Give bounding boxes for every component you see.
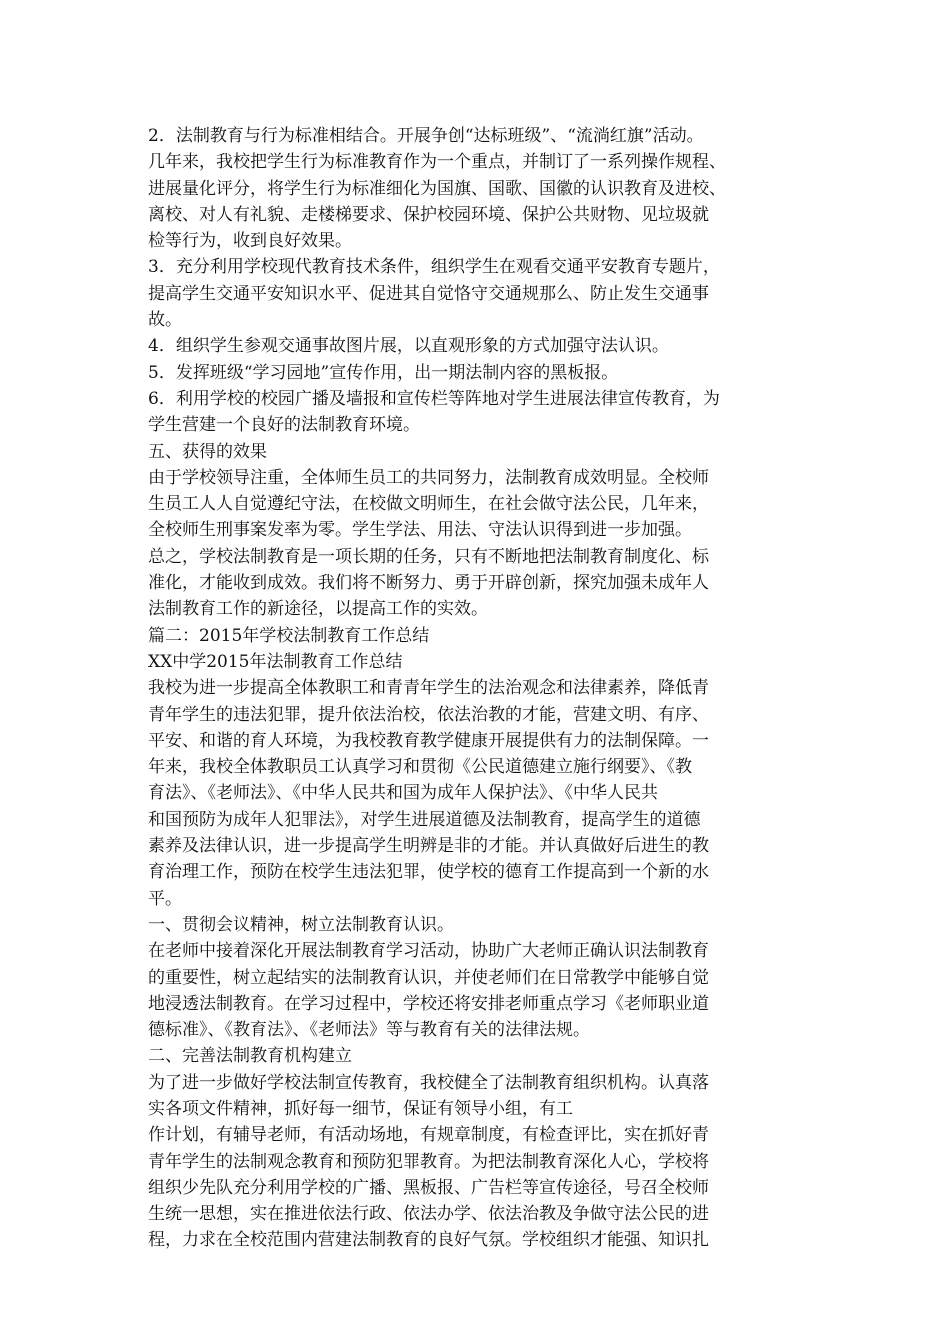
text-line: 学生营建一个良好的法制教育环境。 xyxy=(148,415,420,436)
text-line: 法制教育工作的新途径，以提高工作的实效。 xyxy=(148,599,488,620)
text-line: 篇二：2015年学校法制教育工作总结 xyxy=(148,625,430,646)
document-body xyxy=(148,123,808,1254)
text-line: 素养及法律认识，进一步提高学生明辨是非的才能。并认真做好后进生的教 xyxy=(148,836,709,857)
text-line: 由于学校领导注重，全体师生员工的共同努力，法制教育成效明显。全校师 xyxy=(148,467,709,488)
text-line: 总之，学校法制教育是一项长期的任务，只有不断地把法制教育制度化、标 xyxy=(148,546,709,567)
text-line: 生统一思想，实在推进依法行政、依法办学、依法治教及争做守法公民的进 xyxy=(148,1204,709,1225)
text-line: 程，力求在全校范围内营建法制教育的良好气氛。学校组织才能强、知识扎 xyxy=(148,1230,709,1251)
text-line: 为了进一步做好学校法制宣传教育，我校健全了法制教育组织机构。认真落 xyxy=(148,1072,709,1093)
text-line: 青年学生的违法犯罪，提升依法治校，依法治教的才能，营建文明、有序、 xyxy=(148,704,709,725)
text-line: 准化，才能收到成效。我们将不断努力、勇于开辟创新，探究加强未成年人 xyxy=(148,573,709,594)
text-line: 育法》、《老师法》、《中华人民共和国为成年人保护法》、《中华人民共 xyxy=(148,783,658,804)
text-line: 组织少先队充分利用学校的广播、黑板报、广告栏等宣传途径，号召全校师 xyxy=(148,1177,709,1198)
text-line: 2．法制教育与行为标准相结合。开展争创“达标班级”、“流淌红旗”活动。 xyxy=(148,126,704,146)
text-line: 全校师生刑事案发率为零。学生学法、用法、守法认识得到进一步加强。 xyxy=(148,520,692,541)
text-line: 4．组织学生参观交通事故图片展，以直观形象的方式加强守法认识。 xyxy=(148,336,669,357)
text-line: 进展量化评分，将学生行为标准细化为国旗、国歌、国徽的认识教育及进校、 xyxy=(148,178,726,199)
text-line: XX中学2015年法制教育工作总结 xyxy=(148,651,403,672)
text-line: 在老师中接着深化开展法制教育学习活动，协助广大老师正确认识法制教育 xyxy=(148,941,709,962)
text-line: 离校、对人有礼貌、走楼梯要求、保护校园环境、保护公共财物、见垃圾就 xyxy=(148,204,709,225)
text-line: 检等行为，收到良好效果。 xyxy=(148,231,352,252)
text-line: 提高学生交通平安知识水平、促进其自觉恪守交通规那么、防止发生交通事 xyxy=(148,283,709,304)
text-line: 一、贯彻会议精神，树立法制教育认识。 xyxy=(148,914,454,935)
text-line: 年来，我校全体教职员工认真学习和贯彻《公民道德建立施行纲要》、《教 xyxy=(148,757,692,778)
text-line: 平安、和谐的育人环境，为我校教育教学健康开展提供有力的法制保障。一 xyxy=(148,730,709,751)
text-line: 平。 xyxy=(148,888,182,909)
text-line: 故。 xyxy=(148,310,182,331)
text-line: 地浸透法制教育。在学习过程中，学校还将安排老师重点学习《老师职业道 xyxy=(148,993,709,1014)
text-line: 3．充分利用学校现代教育技术条件，组织学生在观看交通平安教育专题片， xyxy=(148,257,720,278)
text-line: 5．发挥班级“学习园地”宣传作用，出一期法制内容的黑板报。 xyxy=(148,362,619,383)
text-line: 德标准》、《教育法》、《老师法》等与教育有关的法律法规。 xyxy=(148,1020,590,1041)
text-line: 生员工人人自觉遵纪守法，在校做文明师生，在社会做守法公民，几年来， xyxy=(148,494,709,515)
text-line: 和国预防为成年人犯罪法》，对学生进展道德及法制教育，提高学生的道德 xyxy=(148,809,701,830)
text-line: 实各项文件精神，抓好每一细节，保证有领导小组，有工 xyxy=(148,1098,573,1119)
text-line: 我校为进一步提高全体教职工和青青年学生的法治观念和法律素养，降低青 xyxy=(148,678,709,699)
text-line: 的重要性，树立起结实的法制教育认识，并使老师们在日常教学中能够自觉 xyxy=(148,967,709,988)
text-line: 二、完善法制教育机构建立 xyxy=(148,1046,352,1067)
text-line: 6．利用学校的校园广播及墙报和宣传栏等阵地对学生进展法律宣传教育，为 xyxy=(148,388,720,409)
text-line: 作计划，有辅导老师，有活动场地，有规章制度，有检查评比，实在抓好青 xyxy=(148,1125,709,1146)
text-line: 育治理工作，预防在校学生违法犯罪，使学校的德育工作提高到一个新的水 xyxy=(148,862,709,883)
text-line: 青年学生的法制观念教育和预防犯罪教育。为把法制教育深化人心，学校将 xyxy=(148,1151,709,1172)
text-line: 几年来，我校把学生行为标准教育作为一个重点，并制订了一系列操作规程、 xyxy=(148,152,726,173)
text-line: 五、获得的效果 xyxy=(148,441,267,462)
